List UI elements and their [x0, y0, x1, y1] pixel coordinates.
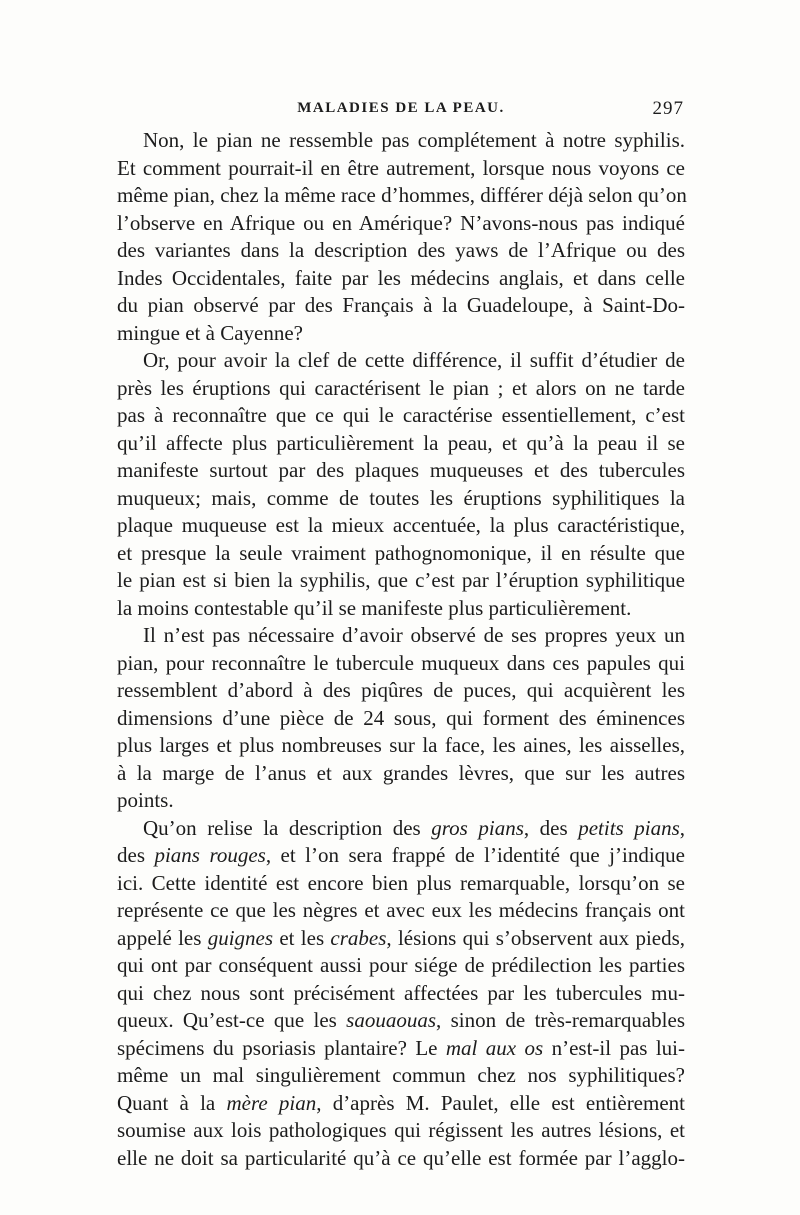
text-line: l’observe en Afrique ou en Amérique? N’avons-nous pas indiqué	[117, 210, 685, 235]
text-line: points.	[117, 788, 174, 812]
italic-term: gros pians	[431, 815, 524, 840]
text-line: manifeste surtout par des plaques muqueuses et des tubercules	[117, 458, 685, 482]
text-segment: , sinon de très-remarquables	[436, 1008, 685, 1032]
text-line: des variantes dans la description des yaws de l’Afrique ou des	[117, 238, 685, 262]
text-segment: queux. Qu’est-ce que les	[117, 1008, 347, 1032]
text-line	[117, 1007, 685, 1035]
page-number: 297	[652, 98, 684, 119]
text-line: muqueux; mais, comme de toutes les éruptions syphilitiques la	[117, 485, 685, 510]
text-line: Il n’est pas nécessaire d’avoir observé de ses propres yeux un	[143, 623, 685, 647]
running-title: MALADIES DE LA PEAU.	[297, 100, 505, 116]
text-line: et presque la seule vraiment pathognomonique, il en résulte que	[117, 540, 685, 565]
text-line: plaque muqueuse est la mieux accentuée, la plus caractéristique,	[117, 513, 685, 537]
text-line	[117, 842, 685, 870]
text-segment: ,	[679, 815, 686, 840]
text-line: à la marge de l’anus et aux grandes lèvres, que sur les autres	[117, 760, 685, 785]
text-line: elle ne doit sa particularité qu’à ce qu’elle est formée par l’agglo-	[117, 1145, 685, 1170]
text-segment: spécimens du psoriasis plantaire? Le	[117, 1035, 446, 1060]
italic-term: guignes	[207, 925, 274, 950]
text-line: Non, le pian ne ressemble pas complétement à notre syphilis.	[143, 128, 685, 152]
text-line: même pian, chez la même race d’hommes, différer déjà selon qu’on	[117, 183, 687, 207]
text-line: pas à reconnaître que ce qui le caractérise essentiellement, c’est	[117, 403, 685, 427]
text-line	[117, 1090, 685, 1118]
text-line: Indes Occidentales, faite par les médecins anglais, et dans celle	[117, 265, 685, 290]
text-segment: appelé les	[117, 925, 208, 950]
text-line: qui ont par conséquent aussi pour siége de prédilection les parties	[117, 953, 685, 977]
text-line: ressemblent d’abord à des piqûres de puces, qui acquièrent les	[117, 678, 685, 702]
text-line: ici. Cette identité est encore bien plus remarquable, lorsqu’on se	[117, 870, 685, 895]
text-line	[117, 815, 685, 843]
text-line: soumise aux lois pathologiques qui régissent les autres lésions, et	[117, 1118, 685, 1142]
text-segment: n’est-il pas lui-	[543, 1035, 686, 1060]
text-line: près les éruptions qui caractérisent le pian ; et alors on ne tarde	[117, 375, 685, 400]
text-line: mingue et à Cayenne?	[117, 320, 304, 345]
text-line: la moins contestable qu’il se manifeste plus particulièrement.	[117, 595, 632, 620]
text-line: du pian observé par des Français à la Guadeloupe, à Saint-Do-	[117, 293, 685, 317]
text-line: pian, pour reconnaître le tubercule muqueux dans ces papules qui	[117, 650, 685, 675]
text-segment: , d’après M. Paulet, elle est entièrement	[316, 1090, 685, 1115]
text-line: dimensions d’une pièce de 24 sous, qui forment des éminences	[117, 705, 685, 730]
text-line: même un mal singulièrement commun chez nos syphilitiques?	[117, 1063, 685, 1087]
text-line: Or, pour avoir la clef de cette différence, il suffit d’étudier de	[143, 348, 685, 372]
text-segment: des	[117, 843, 155, 867]
italic-term: mal aux os	[445, 1035, 544, 1060]
text-segment: , lésions qui s’observent aux pieds,	[386, 925, 686, 950]
text-segment: Qu’on relise la description des	[143, 815, 432, 840]
body-text	[117, 127, 685, 1172]
italic-term: saouaouas	[346, 1008, 437, 1032]
text-segment: , des	[523, 815, 579, 840]
text-segment: et les	[273, 925, 331, 950]
text-line: plus larges et plus nombreuses sur la face, les aines, les aisselles,	[117, 733, 685, 757]
italic-term: petits pians	[578, 815, 680, 840]
text-line	[117, 925, 685, 953]
text-line: le pian est si bien la syphilis, que c’est par l’éruption syphilitique	[117, 568, 685, 592]
text-line: Et comment pourrait-il en être autrement, lorsque nous voyons ce	[117, 155, 685, 180]
running-header	[118, 100, 684, 122]
text-segment: Quant à la	[117, 1090, 227, 1115]
text-line: qui chez nous sont précisément affectées par les tubercules mu-	[117, 980, 685, 1005]
text-line	[117, 1035, 685, 1063]
italic-term: mère pian	[226, 1090, 317, 1115]
text-segment: , et l’on sera frappé de l’identité que j’indique	[265, 843, 685, 867]
italic-term: crabes	[330, 925, 387, 950]
text-line: représente ce que les nègres et avec eux les médecins français ont	[117, 898, 685, 922]
text-line: qu’il affecte plus particulièrement la peau, et qu’à la peau il se	[117, 430, 685, 455]
italic-term: pians rouges	[154, 843, 266, 867]
